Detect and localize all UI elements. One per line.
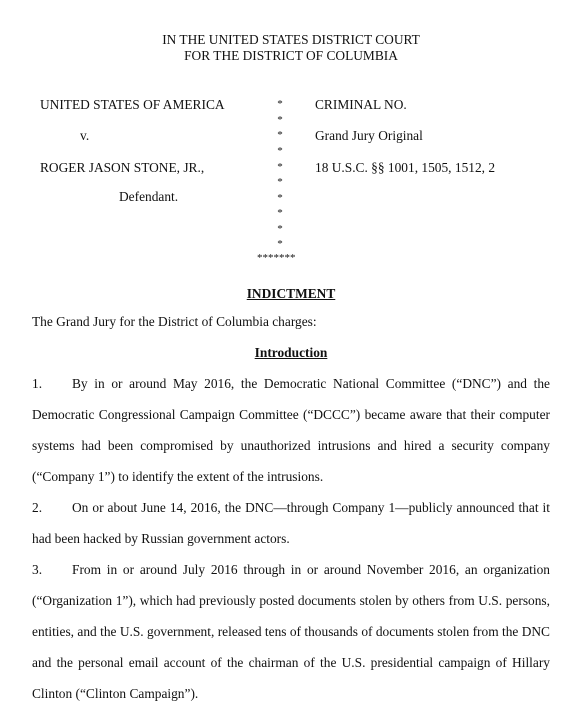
caption-star: * xyxy=(277,114,283,126)
caption-star: * xyxy=(277,176,283,188)
paragraph-1 xyxy=(32,368,550,492)
section-heading: Introduction xyxy=(254,345,328,360)
court-name-line-1: IN THE UNITED STATES DISTRICT COURT xyxy=(162,32,420,47)
defendant-name: ROGER JASON STONE, JR., xyxy=(40,160,205,175)
paragraph-number: 2. xyxy=(32,500,43,515)
plaintiff-name: UNITED STATES OF AMERICA xyxy=(40,97,225,112)
caption-star-row: ******* xyxy=(257,252,296,264)
paragraph-line: had been hacked by Russian government actors. xyxy=(32,531,290,546)
paragraph-line: Democratic Congressional Campaign Committee (“DCCC”) became aware that their computer xyxy=(32,407,550,422)
defendant-label: Defendant. xyxy=(119,189,179,204)
document-title: INDICTMENT xyxy=(246,286,336,301)
paragraph-line: and the personal email account of the chairman of the U.S. presidential campaign of Hillary xyxy=(32,655,550,670)
caption-star: * xyxy=(277,192,283,204)
paragraph-line: (“Organization 1”), which had previously posted documents stolen by others from U.S. persons, xyxy=(32,593,550,608)
statutes-label: 18 U.S.C. §§ 1001, 1505, 1512, 2 xyxy=(315,160,496,175)
versus-label: v. xyxy=(80,128,90,143)
paragraph-2 xyxy=(32,492,550,554)
grand-jury-charges-sentence: The Grand Jury for the District of Columbia charges: xyxy=(32,314,317,329)
paragraph-line: systems had been compromised by unauthorized intrusions and hired a security company xyxy=(32,438,550,453)
paragraph-line xyxy=(32,368,550,399)
caption-star: * xyxy=(277,98,283,110)
caption-star: * xyxy=(277,223,283,235)
caption-star: * xyxy=(277,129,283,141)
paragraph-text: By in or around May 2016, the Democratic National Committee (“DNC”) and the xyxy=(72,376,550,391)
caption-star: * xyxy=(277,207,283,219)
criminal-number-label: CRIMINAL NO. xyxy=(315,97,407,112)
paragraph-line: Clinton (“Clinton Campaign”). xyxy=(32,686,199,701)
paragraph-number: 3. xyxy=(32,562,43,577)
grand-jury-label: Grand Jury Original xyxy=(315,128,423,143)
paragraph-text: From in or around July 2016 through in or around November 2016, an organization xyxy=(72,562,550,577)
paragraph-line xyxy=(32,492,550,523)
caption-star: * xyxy=(277,145,283,157)
paragraph-number: 1. xyxy=(32,376,43,391)
paragraph-3 xyxy=(32,554,550,709)
paragraph-line xyxy=(32,554,550,585)
paragraph-line: (“Company 1”) to identify the extent of the intrusions. xyxy=(32,469,324,484)
paragraph-text: On or about June 14, 2016, the DNC—through Company 1—publicly announced that it xyxy=(72,500,550,515)
paragraph-line: entities, and the U.S. government, released tens of thousands of documents stolen from the DNC xyxy=(32,624,550,639)
caption-star: * xyxy=(277,161,283,173)
court-name-line-2: FOR THE DISTRICT OF COLUMBIA xyxy=(184,48,398,63)
caption-star: * xyxy=(277,238,283,250)
